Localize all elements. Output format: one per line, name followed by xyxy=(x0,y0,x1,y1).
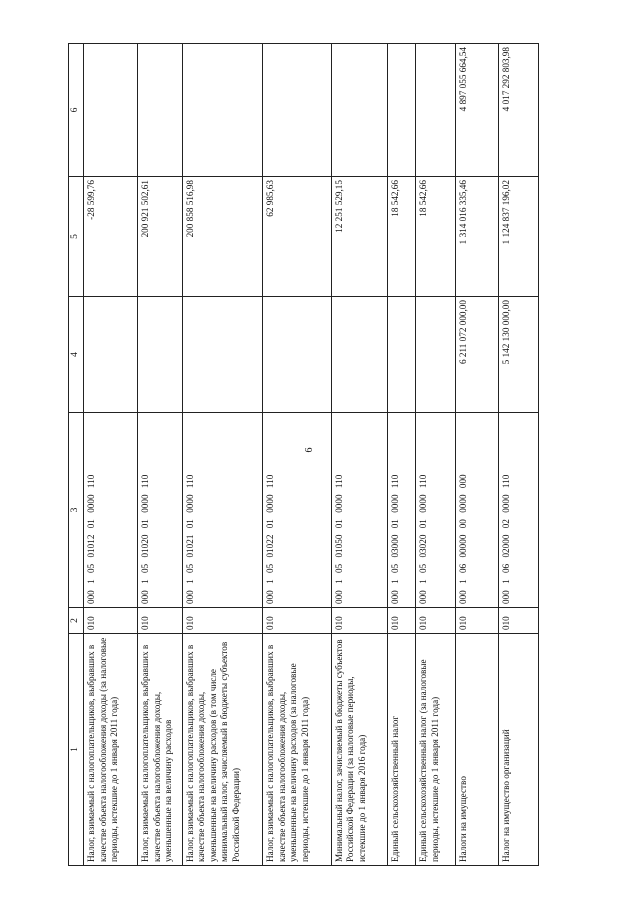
header-col-3: 3 xyxy=(69,413,84,608)
row-prev: 4 017 292 803,98 xyxy=(498,44,538,177)
row-fact: 18 542,66 xyxy=(387,177,415,297)
row-prev: 4 897 055 664,54 xyxy=(456,44,498,177)
header-col-4: 4 xyxy=(69,297,84,413)
report-table-area xyxy=(68,44,539,866)
table-row xyxy=(456,44,498,866)
row-prev xyxy=(263,44,331,177)
header-row xyxy=(69,44,84,866)
row-name: Налог, взимаемый с налогоплательщиков, выбравших в качестве объекта налогообложения доходы, уменьшенные на величину расходов (за налоговые периоды, истекшие до 1 января 2011 года) xyxy=(263,634,331,866)
row-plan xyxy=(387,297,415,413)
header-col-2: 2 xyxy=(69,608,84,634)
row-code: 010 xyxy=(263,608,331,634)
row-kbk: 000 1 05 01012 01 0000 110 xyxy=(84,413,138,608)
row-fact: 12 251 529,15 xyxy=(331,177,387,297)
row-code: 010 xyxy=(416,608,456,634)
row-name: Налог, взимаемый с налогоплательщиков, выбравших в качестве объекта налогообложения доходы, уменьшенные на величину расходов (в том числе минимальный налог, зачисляемый в бюджеты субъектов Российской Федерации) xyxy=(182,634,263,866)
row-fact: 18 542,66 xyxy=(416,177,456,297)
row-prev xyxy=(387,44,415,177)
row-code: 010 xyxy=(456,608,498,634)
row-fact: 1 124 837 196,02 xyxy=(498,177,538,297)
table-row xyxy=(138,44,182,866)
row-code: 010 xyxy=(387,608,415,634)
row-kbk: 000 1 05 03000 01 0000 110 xyxy=(387,413,415,608)
table-row xyxy=(387,44,415,866)
row-name: Налоги на имущество xyxy=(456,634,498,866)
row-prev xyxy=(84,44,138,177)
table-row xyxy=(182,44,263,866)
row-kbk: 000 1 05 01022 01 0000 110 xyxy=(263,413,331,608)
table-row xyxy=(84,44,138,866)
row-plan xyxy=(263,297,331,413)
row-prev xyxy=(416,44,456,177)
row-kbk: 000 1 06 02000 02 0000 110 xyxy=(498,413,538,608)
row-name: Минимальный налог, зачисляемый в бюджеты субъектов Российской Федерации (за налоговые периоды, истекшие до 1 января 2016 года) xyxy=(331,634,387,866)
header-col-6: 6 xyxy=(69,44,84,177)
table-row xyxy=(331,44,387,866)
row-fact: 200 858 516,98 xyxy=(182,177,263,297)
row-plan: 5 142 130 000,00 xyxy=(498,297,538,413)
row-plan xyxy=(416,297,456,413)
row-kbk: 000 1 05 01021 01 0000 110 xyxy=(182,413,263,608)
row-fact: -28 599,76 xyxy=(84,177,138,297)
row-plan xyxy=(84,297,138,413)
row-name: Единый сельскохозяйственный налог xyxy=(387,634,415,866)
row-plan: 6 211 072 000,00 xyxy=(456,297,498,413)
row-code: 010 xyxy=(331,608,387,634)
row-prev xyxy=(182,44,263,177)
row-plan xyxy=(138,297,182,413)
row-kbk: 000 1 05 01050 01 0000 110 xyxy=(331,413,387,608)
row-kbk: 000 1 06 00000 00 0000 000 xyxy=(456,413,498,608)
row-fact: 1 314 016 335,46 xyxy=(456,177,498,297)
row-name: Налог, взимаемый с налогоплательщиков, выбравших в качестве объекта налогообложения доходы, уменьшенные на величину расходов xyxy=(138,634,182,866)
row-code: 010 xyxy=(84,608,138,634)
row-name: Налог, взимаемый с налогоплательщиков, выбравших в качестве объекта налогообложения доходы (за налоговые периоды, истекшие до 1 января 2011 года) xyxy=(84,634,138,866)
row-prev xyxy=(331,44,387,177)
row-plan xyxy=(182,297,263,413)
row-name: Единый сельскохозяйственный налог (за налоговые периоды, истекшие до 1 января 2011 года) xyxy=(416,634,456,866)
page-number: 6 xyxy=(304,447,315,453)
table-row xyxy=(416,44,456,866)
row-code: 010 xyxy=(182,608,263,634)
table-row xyxy=(498,44,538,866)
header-col-1: 1 xyxy=(69,634,84,866)
row-kbk: 000 1 05 03020 01 0000 110 xyxy=(416,413,456,608)
row-fact: 200 921 502,61 xyxy=(138,177,182,297)
row-name: Налог на имущество организаций xyxy=(498,634,538,866)
income-table xyxy=(68,43,539,866)
row-fact: 62 985,63 xyxy=(263,177,331,297)
row-code: 010 xyxy=(498,608,538,634)
row-plan xyxy=(331,297,387,413)
row-kbk: 000 1 05 01020 01 0000 110 xyxy=(138,413,182,608)
row-prev xyxy=(138,44,182,177)
header-col-5: 5 xyxy=(69,177,84,297)
row-code: 010 xyxy=(138,608,182,634)
table-row xyxy=(263,44,331,866)
